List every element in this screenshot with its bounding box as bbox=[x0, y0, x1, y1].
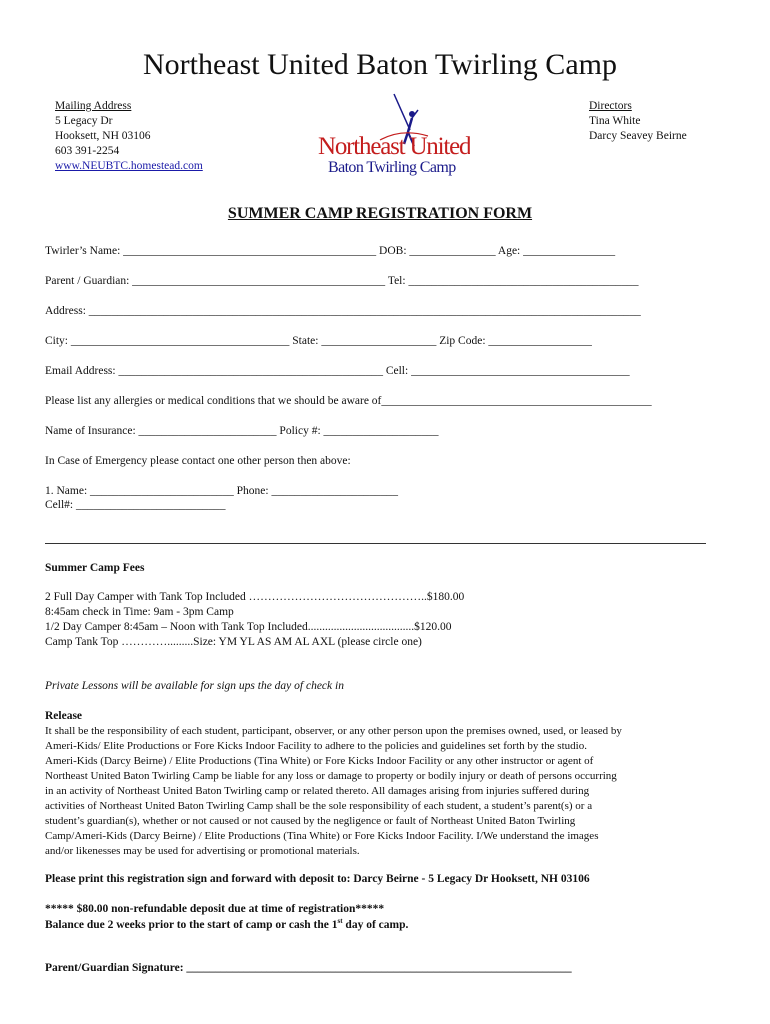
release-line: activities of Northeast United Baton Twirling Camp shall be the sole responsibility of each student, a student’s parent(s) or a bbox=[45, 800, 593, 812]
fee-line: Camp Tank Top ………….........Size: YM YL AS AM AL AXL (please circle one) bbox=[45, 636, 422, 648]
release-line: student’s guardian(s), whether or not caused or not caused by the negligence or fault of Northeast United Baton Twirling bbox=[45, 815, 576, 827]
balance-text-end: day of camp. bbox=[342, 918, 409, 931]
email-cell-field[interactable]: Email Address: ______________________________________________ Cell: ______________________________________ bbox=[45, 365, 630, 377]
balance-ordinal: st bbox=[337, 917, 343, 925]
mailing-city: Hooksett, NH 03106 bbox=[55, 130, 151, 142]
release-line: Ameri-Kids/ Elite Productions or Fore Kicks Indoor Facility to adhere to the policies and guidelines set forth by the studio. bbox=[45, 740, 587, 752]
deposit-note: ***** $80.00 non-refundable deposit due at time of registration***** bbox=[45, 903, 385, 915]
fee-line: 2 Full Day Camper with Tank Top Included ………………………………………..$180.00 bbox=[45, 591, 465, 603]
release-line: It shall be the responsibility of each student, participant, observer, or any other person upon the premises owned, used, or leased by bbox=[45, 725, 622, 737]
balance-text: Balance due 2 weeks prior to the start of camp or cash the 1 bbox=[45, 918, 338, 931]
mailing-address-heading: Mailing Address bbox=[55, 100, 132, 112]
emergency-name-field[interactable]: 1. Name: _________________________ Phone: ______________________ bbox=[45, 485, 398, 497]
mailing-address bbox=[55, 99, 203, 174]
directors bbox=[589, 99, 687, 144]
fee-line: 1/2 Day Camper 8:45am – Noon with Tank Top Included.....................................$120.00 bbox=[45, 621, 452, 633]
director-name: Darcy Seavey Beirne bbox=[589, 130, 687, 142]
logo-line2: Baton Twirling Camp bbox=[328, 159, 456, 176]
insurance-field[interactable]: Name of Insurance: ________________________ Policy #: ____________________ bbox=[45, 425, 439, 437]
address-field[interactable]: Address: ________________________________________________________________________________________________ bbox=[45, 305, 641, 317]
private-lessons-note: Private Lessons will be available for sign ups the day of check in bbox=[45, 680, 344, 692]
print-instruction: Please print this registration sign and forward with deposit to: Darcy Beirne - 5 Legacy Dr Hooksett, NH 03106 bbox=[45, 873, 590, 885]
allergies-field[interactable]: Please list any allergies or medical conditions that we should be aware of_______________________________________________ bbox=[45, 395, 652, 407]
mailing-street: 5 Legacy Dr bbox=[55, 115, 113, 127]
emergency-label: In Case of Emergency please contact one other person then above: bbox=[45, 455, 351, 467]
mailing-phone: 603 391-2254 bbox=[55, 145, 120, 157]
release-line: and/or likenesses may be used for advertising or promotional materials. bbox=[45, 845, 360, 857]
camp-logo bbox=[310, 92, 470, 184]
director-name: Tina White bbox=[589, 115, 641, 127]
parent-guardian-field[interactable]: Parent / Guardian: ____________________________________________ Tel: ________________________________________ bbox=[45, 275, 639, 287]
release-line: in an activity of Northeast United Baton Twirling camp or related thereto. All damages arising from injuries suffered during bbox=[45, 785, 590, 797]
logo-line1: Northeast United bbox=[318, 133, 470, 160]
release-line: Camp/Ameri-Kids (Darcy Beirne) / Elite Productions (Tina White) or Fore Kicks Indoor Facility. I/We understand the images bbox=[45, 830, 599, 842]
divider bbox=[45, 543, 706, 544]
directors-heading: Directors bbox=[589, 100, 632, 112]
page-title: Northeast United Baton Twirling Camp bbox=[143, 48, 617, 81]
city-state-zip-field[interactable]: City: ______________________________________ State: ____________________ Zip Code: __________________ bbox=[45, 335, 592, 347]
fee-line: 8:45am check in Time: 9am - 3pm Camp bbox=[45, 606, 234, 618]
emergency-cell-field[interactable]: Cell#: __________________________ bbox=[45, 499, 226, 511]
signature-field[interactable]: Parent/Guardian Signature: ___________________________________________________________________ bbox=[45, 962, 572, 974]
release-line: Northeast United Baton Twirling Camp be liable for any loss or damage to property or bodily injury or death of persons occurring bbox=[45, 770, 617, 782]
balance-note bbox=[45, 917, 408, 931]
release-heading: Release bbox=[45, 710, 83, 722]
release-line: Ameri-Kids (Darcy Beirne) / Elite Productions (Tina White) or Fore Kicks Indoor Facility or any other instructor or agent of bbox=[45, 755, 594, 767]
fees-heading: Summer Camp Fees bbox=[45, 562, 145, 574]
twirler-name-field[interactable]: Twirler’s Name: ____________________________________________ DOB: _______________ Age: ________________ bbox=[45, 245, 616, 257]
twirler-icon bbox=[310, 92, 470, 184]
form-title: SUMMER CAMP REGISTRATION FORM bbox=[227, 205, 533, 222]
release-text bbox=[45, 724, 713, 859]
website-link[interactable]: www.NEUBTC.homestead.com bbox=[55, 160, 203, 172]
